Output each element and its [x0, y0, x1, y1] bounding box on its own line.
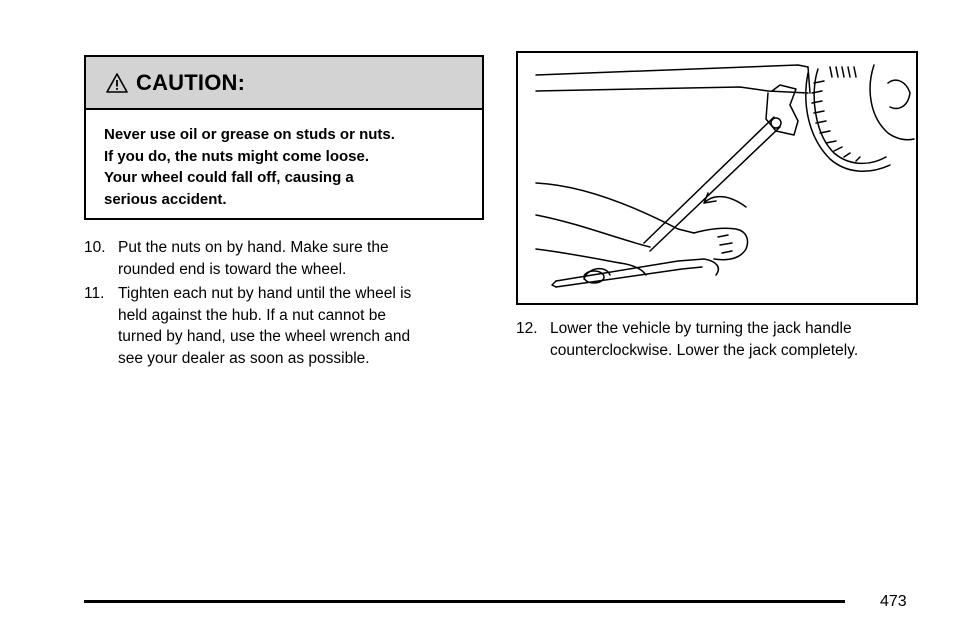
page-number: 473 — [880, 593, 907, 610]
step-number: 12. — [516, 320, 538, 337]
caution-line: serious accident. — [104, 190, 227, 208]
caution-header — [86, 57, 482, 110]
step-text — [118, 237, 478, 280]
step-line: Put the nuts on by hand. Make sure the — [118, 239, 389, 256]
caution-line: Never use oil or grease on studs or nuts. — [104, 126, 395, 143]
caution-title: CAUTION: — [136, 69, 246, 95]
step-line: see your dealer as soon as possible. — [118, 349, 370, 367]
caution-line: If you do, the nuts might come loose. — [104, 147, 370, 165]
step-line: counterclockwise. Lower the jack completely. — [550, 341, 859, 359]
caution-line: Your wheel could fall off, causing a — [104, 169, 354, 186]
step-number: 10. — [84, 239, 106, 256]
step-line: rounded end is toward the wheel. — [118, 260, 347, 278]
jack-lowering-illustration — [518, 53, 916, 303]
step-line: Tighten each nut by hand until the wheel is — [118, 285, 412, 302]
step-line: held against the hub. If a nut cannot be — [118, 306, 387, 324]
step-text — [118, 283, 478, 369]
warning-triangle-icon — [106, 72, 128, 94]
caution-text — [86, 110, 472, 210]
footer-rule — [84, 600, 845, 603]
step-text — [550, 318, 930, 361]
jack-lowering-figure — [516, 51, 918, 305]
step-number: 11. — [84, 285, 105, 302]
caution-box — [84, 55, 484, 220]
step-line: Lower the vehicle by turning the jack handle — [550, 320, 852, 337]
step-line: turned by hand, use the wheel wrench and — [118, 328, 411, 345]
